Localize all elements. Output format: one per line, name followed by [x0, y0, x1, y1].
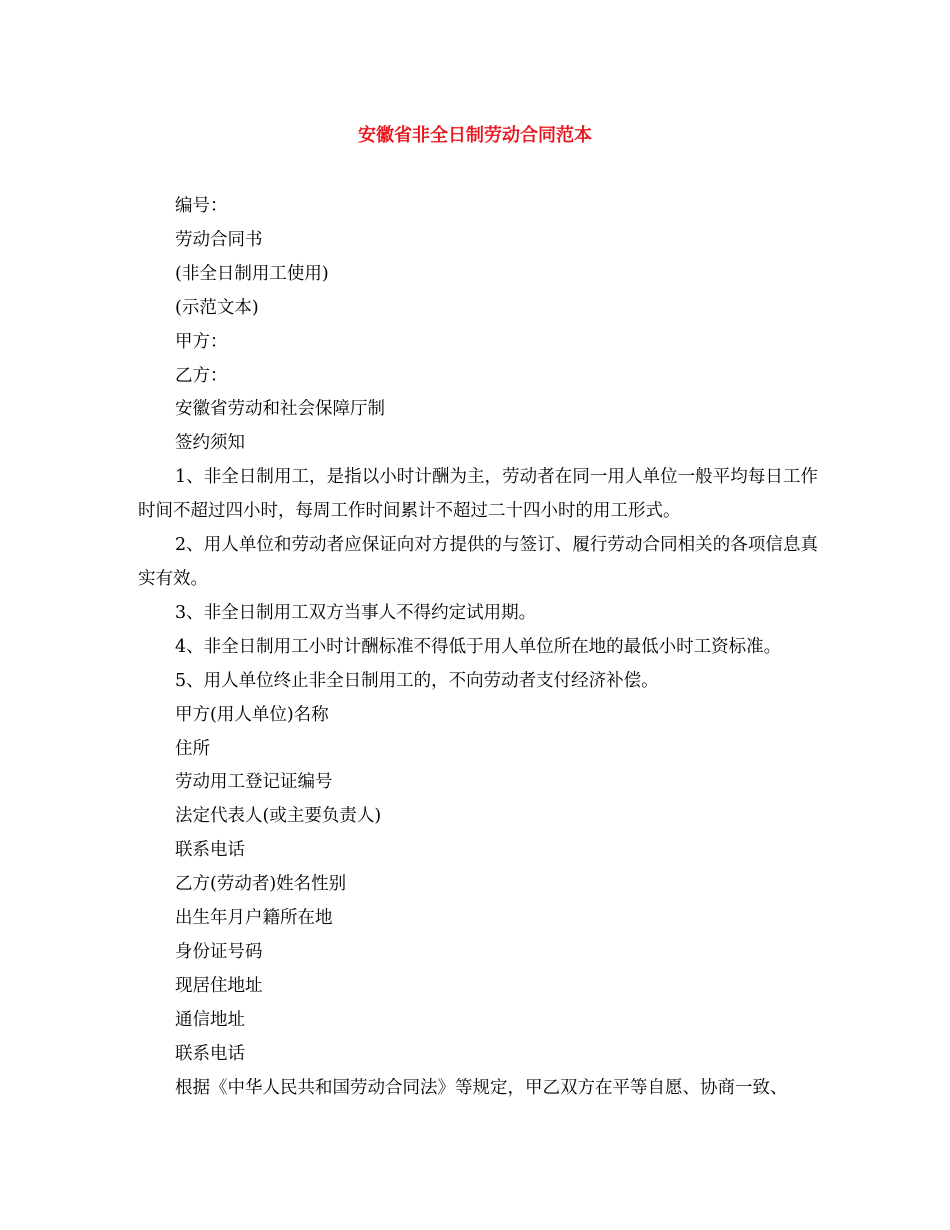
party-a-line: 甲方：: [175, 331, 228, 352]
notice-heading: 签约须知: [175, 433, 245, 454]
field-id-number: 身份证号码: [175, 941, 263, 962]
field-employee-phone: 联系电话: [175, 1043, 245, 1064]
field-registration-number: 劳动用工登记证编号: [175, 772, 333, 793]
field-employer-phone: 联系电话: [175, 840, 245, 861]
notice-item: 3、非全日制用工双方当事人不得约定试用期。: [175, 602, 537, 623]
issuer-line: 安徽省劳动和社会保障厅制: [175, 399, 385, 420]
notice-item: 4、非全日制用工小时计酬标准不得低于用人单位所在地的最低小时工资标准。: [175, 636, 782, 657]
party-b-line: 乙方：: [175, 365, 228, 386]
field-employer-address: 住所: [175, 738, 210, 759]
document-title: 安徽省非全日制劳动合同范本: [358, 125, 592, 146]
field-employer-name: 甲方(用人单位)名称: [175, 704, 329, 725]
notice-item: 5、用人单位终止非全日制用工的，不向劳动者支付经济补偿。: [175, 670, 659, 691]
field-mailing-address: 通信地址: [175, 1009, 245, 1030]
document-body: [138, 190, 818, 1105]
sample-note: (示范文本): [175, 297, 259, 318]
closing-paragraph: 根据《中华人民共和国劳动合同法》等规定，甲乙双方在平等自愿、协商一致、: [175, 1077, 788, 1098]
contract-heading: 劳动合同书: [175, 229, 263, 250]
field-employee-name-gender: 乙方(劳动者)姓名性别: [175, 874, 347, 895]
number-line: 编号：: [175, 196, 228, 216]
notice-item: 1、非全日制用工，是指以小时计酬为主，劳动者在同一用人单位一般平均每日工作时间不超过四小时，每周工作时间累计不超过二十四小时的用工形式。: [138, 467, 818, 522]
notice-item: 2、用人单位和劳动者应保证向对方提供的与签订、履行劳动合同相关的各项信息真实有效。: [138, 535, 818, 589]
field-legal-representative: 法定代表人(或主要负责人): [175, 806, 382, 827]
field-current-address: 现居住地址: [175, 975, 263, 996]
field-birth-household: 出生年月户籍所在地: [175, 908, 333, 929]
usage-note: (非全日制用工使用): [175, 263, 329, 284]
